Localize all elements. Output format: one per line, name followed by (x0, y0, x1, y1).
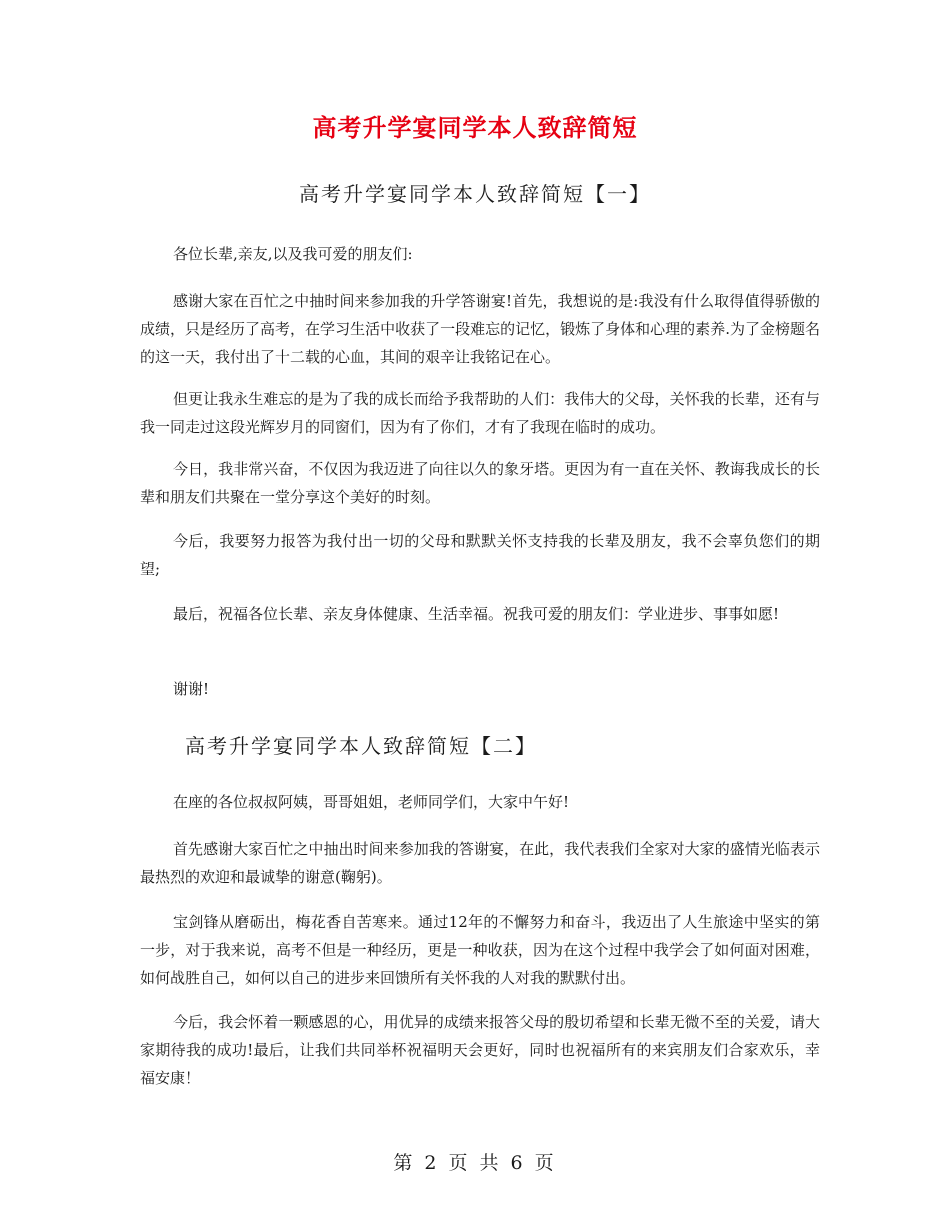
section-heading-1: 高考升学宴同学本人致辞简短【一】 (299, 182, 651, 206)
paragraph: 但更让我永生难忘的是为了我的成长而给予我帮助的人们：我伟大的父母，关怀我的长辈，还有与我一同走过这段光辉岁月的同窗们，因为有了你们，才有了我现在临时的成功。 (140, 390, 820, 436)
paragraph: 宝剑锋从磨砺出，梅花香自苦寒来。通过12年的不懈努力和奋斗，我迈出了人生旅途中坚实的第一步，对于我来说，高考不但是一种经历，更是一种收获，因为在这个过程中我学会了如何面对困难，如何战胜自己，如何以自己的进步来回馈所有关怀我的人对我的默默付出。 (140, 913, 820, 987)
section-heading-2: 高考升学宴同学本人致辞简短【二】 (185, 734, 537, 758)
paragraph: 各位长辈,亲友,以及我可爱的朋友们: (173, 245, 413, 263)
paragraph: 谢谢! (173, 680, 210, 698)
document-title: 高考升学宴同学本人致辞简短 (312, 113, 638, 142)
paragraph: 最后，祝福各位长辈、亲友身体健康、生活幸福。祝我可爱的朋友们：学业进步、事事如愿! (173, 605, 780, 623)
paragraph: 今后，我要努力报答为我付出一切的父母和默默关怀支持我的长辈及朋友，我不会辜负您们的期望; (140, 532, 820, 578)
paragraph: 今日，我非常兴奋，不仅因为我迈进了向往以久的象牙塔。更因为有一直在关怀、教诲我成长的长辈和朋友们共聚在一堂分享这个美好的时刻。 (140, 460, 820, 506)
paragraph: 今后，我会怀着一颗感恩的心，用优异的成绩来报答父母的殷切希望和长辈无微不至的关爱，请大家期待我的成功!最后，让我们共同举杯祝福明天会更好，同时也祝福所有的来宾朋友们合家欢乐，幸福安康！ (140, 1013, 820, 1087)
page-number-footer: 第 2 页 共 6 页 (393, 1152, 557, 1174)
paragraph: 首先感谢大家百忙之中抽出时间来参加我的答谢宴，在此，我代表我们全家对大家的盛情光临表示最热烈的欢迎和最诚挚的谢意(鞠躬)。 (140, 840, 820, 886)
paragraph: 在座的各位叔叔阿姨，哥哥姐姐，老师同学们，大家中午好! (173, 793, 570, 811)
paragraph: 感谢大家在百忙之中抽时间来参加我的升学答谢宴!首先，我想说的是:我没有什么取得值得骄傲的成绩，只是经历了高考，在学习生活中收获了一段难忘的记忆，锻炼了身体和心理的素养.为了金榜题名的这一天，我付出了十二载的心血，其间的艰辛让我铭记在心。 (140, 292, 820, 366)
